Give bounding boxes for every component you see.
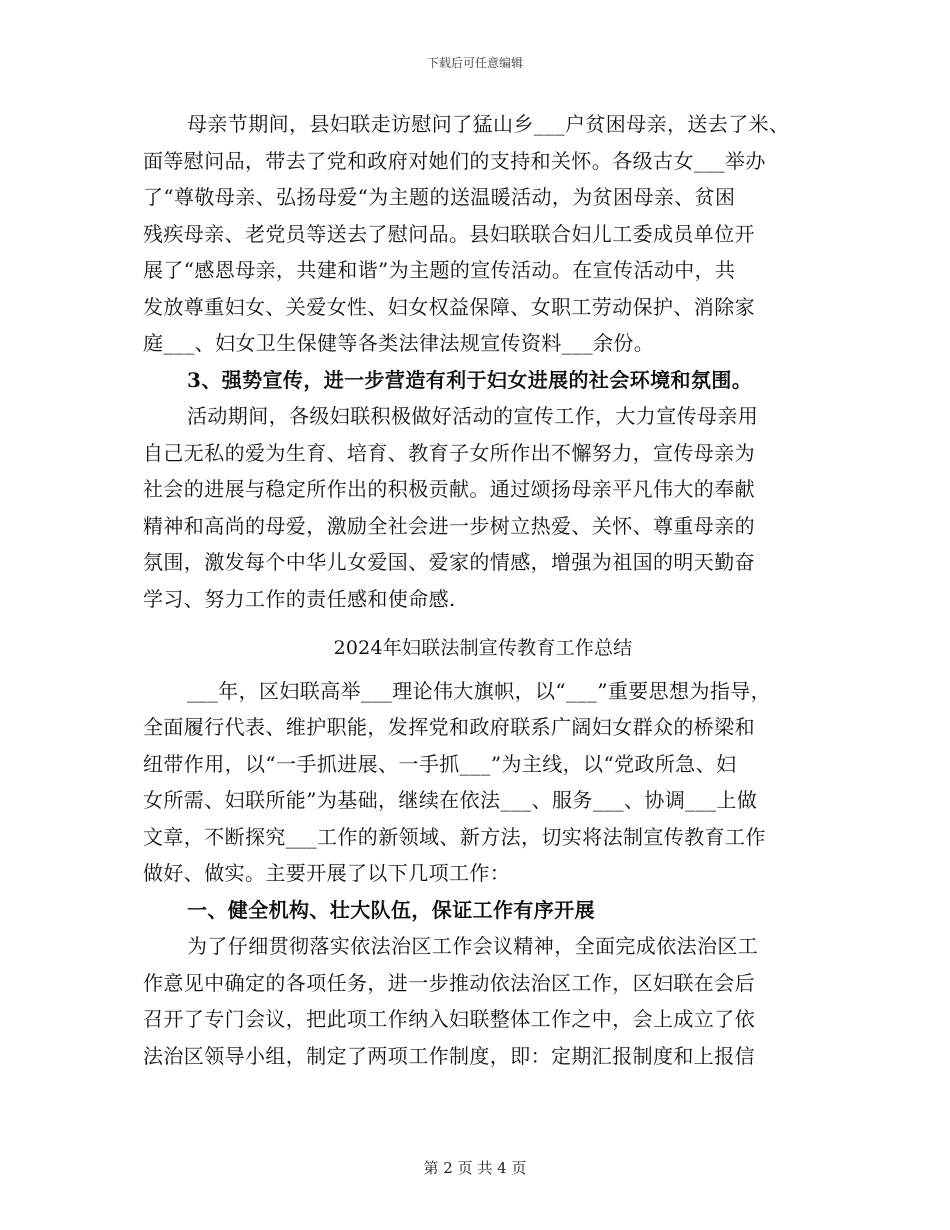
text-line: 作意见中确定的各项任务，进一步推动依法治区工作，区妇联在会后 xyxy=(143,970,755,995)
text-line: 纽带作用，以“一手抓进展、一手抓___”为主线，以“党政所急、妇 xyxy=(143,751,737,776)
text-line: 母亲节期间，县妇联走访慰问了猛山乡___户贫困母亲，送去了米、 xyxy=(187,112,790,136)
page-number: 第 2 页 共 4 页 xyxy=(423,1159,527,1177)
text-line: 学习、努力工作的责任感和使命感. xyxy=(143,586,456,611)
text-line: 发放尊重妇女、关爱女性、妇女权益保障、女职工劳动保护、消除家 xyxy=(143,294,755,319)
text-line: 女所需、妇联所能”为基础，继续在依法___、服务___、协调___上做 xyxy=(143,788,758,812)
section-heading-one: 一、健全机构、壮大队伍，保证工作有序开展 xyxy=(187,897,595,922)
text-line: 文章，不断探究___工作的新领域、新方法，切实将法制宣传教育工作 xyxy=(143,824,766,849)
text-line: 全面履行代表、维护职能，发挥党和政府联系广阔妇女群众的桥梁和 xyxy=(143,715,755,739)
text-line: 自己无私的爱为生育、培育、教育子女所作出不懈努力，宣传母亲为 xyxy=(143,440,755,465)
text-line: 为了仔细贯彻落实依法治区工作会议精神，全面完成依法治区工 xyxy=(187,934,759,958)
paragraph-mothers-day xyxy=(143,106,823,362)
section-heading-3: 3、强势宣传，进一步营造有利于妇女进展的社会环境和氛围。 xyxy=(187,367,753,392)
text-line: 庭___、妇女卫生保健等各类法律法规宣传资料___余份。 xyxy=(143,331,655,355)
text-line: 了“尊敬母亲、弘扬母爱“为主题的送温暖活动，为贫困母亲、贫困 xyxy=(143,185,736,209)
paragraph-organization xyxy=(143,928,823,1074)
text-line: 面等慰问品，带去了党和政府对她们的支持和关怀。各级古女___举办 xyxy=(143,148,766,173)
document-body xyxy=(143,106,823,1074)
paragraph-summary-intro xyxy=(143,673,823,892)
download-note: 下载后可任意编辑 xyxy=(426,56,523,70)
text-line: 氛围，激发每个中华儿女爱国、爱家的情感，增强为祖国的明天勤奋 xyxy=(143,550,755,574)
paragraph-publicity xyxy=(143,398,823,617)
text-line: 法治区领导小组，制定了两项工作制度，即：定期汇报制度和上报信 xyxy=(143,1043,755,1068)
text-line: 社会的进展与稳定所作出的积极贡献。通过颂扬母亲平凡伟大的奉献 xyxy=(143,477,755,501)
text-line: 精神和高尚的母爱，激励全社会进一步树立热爱、关怀、尊重母亲的 xyxy=(143,513,755,538)
document-title: 2024年妇联法制宣传教育工作总结 xyxy=(333,637,633,659)
text-line: 召开了专门会议，把此项工作纳入妇联整体工作之中，会上成立了依 xyxy=(143,1007,755,1031)
text-line: 展了“感恩母亲，共建和谐”为主题的宣传活动。在宣传活动中，共 xyxy=(143,258,736,282)
text-line: 残疾母亲、老党员等送去了慰问品。县妇联联合妇儿工委成员单位开 xyxy=(143,221,755,246)
text-line: 活动期间，各级妇联积极做好活动的宣传工作，大力宣传母亲用 xyxy=(187,404,759,428)
text-line: ___年，区妇联高举___理论伟大旗帜，以“___”重要思想为指导， xyxy=(187,678,772,703)
text-line: 做好、做实。主要开展了以下几项工作： xyxy=(143,861,511,885)
